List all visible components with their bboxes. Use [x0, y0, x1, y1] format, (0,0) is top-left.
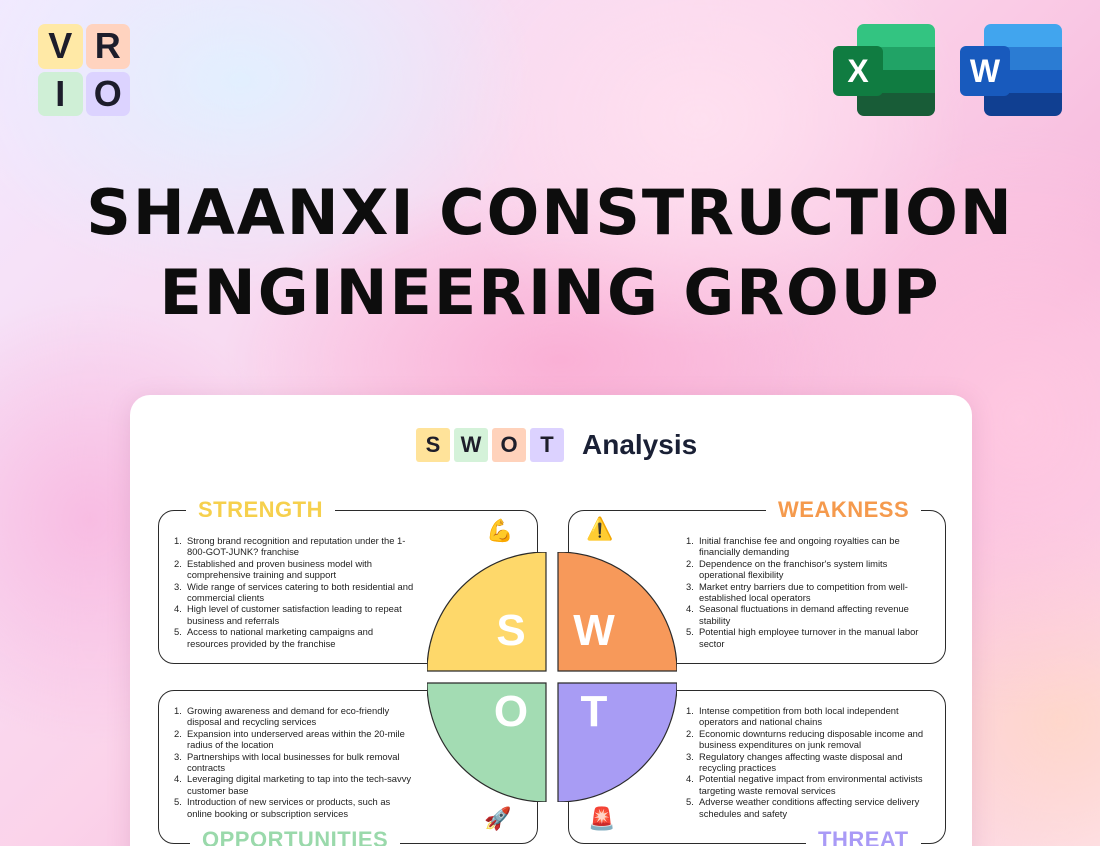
list-item: 4. High level of customer satisfaction leading to repeat business and referrals: [174, 603, 402, 626]
page-title-line-2: ENGINEERING GROUP: [159, 256, 941, 329]
excel-badge: X: [833, 46, 883, 96]
list-item: 4. Potential negative impact from environmental activists targeting waste removal services: [686, 773, 923, 796]
swot-circle: [427, 552, 677, 802]
swot-circle-s: S: [496, 606, 526, 655]
list-item: 5. Potential high employee turnover in the manual labor sector: [686, 626, 919, 649]
list-item: 1. Initial franchise fee and ongoing royalties can be financially demanding: [686, 535, 900, 558]
word-badge: W: [960, 46, 1010, 96]
list-item: 2. Expansion into underserved areas within the 20-mile radius of the location: [174, 727, 405, 751]
swot-header-t: T: [530, 428, 564, 462]
word-icon: [960, 24, 1062, 116]
logo-letter-i: I: [38, 72, 83, 117]
swot-header-s: S: [416, 428, 450, 462]
swot-circle-t-quadrant: [558, 683, 677, 802]
weakness-title: WEAKNESS: [766, 497, 921, 523]
list-item: 2. Dependence on the franchisor's system limits operational flexibility: [686, 557, 888, 581]
swot-circle-s-quadrant: [427, 552, 546, 671]
siren-icon: 🚨: [588, 806, 616, 831]
weakness-list: [686, 535, 926, 649]
page-title-line-1: SHAANXI CONSTRUCTION: [86, 176, 1014, 249]
list-item: 4. Seasonal fluctuations in demand affecting revenue stability: [686, 603, 909, 626]
list-item: 1. Intense competition from both local independent operators and national chains: [686, 705, 899, 728]
logo-letter-v: V: [38, 24, 83, 69]
swot-header: [416, 428, 697, 462]
warning-icon: ⚠️: [586, 516, 614, 541]
swot-header-o: O: [492, 428, 526, 462]
swot-circle-o-quadrant: [427, 683, 546, 802]
list-item: 3. Partnerships with local businesses for bulk removal contracts: [174, 750, 400, 774]
swot-circle-w: W: [573, 606, 615, 655]
strength-title: STRENGTH: [186, 497, 335, 523]
list-item: 4. Leveraging digital marketing to tap into the tech-savvy customer base: [174, 773, 412, 796]
list-item: 3. Regulatory changes affecting waste disposal and recycling practices: [686, 750, 903, 774]
list-item: 3. Wide range of services catering to both residential and commercial clients: [174, 580, 414, 604]
threat-title: THREAT: [806, 827, 921, 846]
flexed-biceps-icon: 💪: [486, 518, 514, 543]
list-item: 1. Strong brand recognition and reputation under the 1-800-GOT-JUNK? franchise: [174, 535, 406, 558]
list-item: 1. Growing awareness and demand for eco-friendly disposal and recycling services: [174, 705, 390, 728]
threat-list: [686, 705, 926, 819]
excel-icon: [833, 24, 935, 116]
list-item: 3. Market entry barriers due to competition from well-established local operators: [686, 580, 908, 604]
list-item: 5. Introduction of new services or products, such as online booking or subscription services: [174, 796, 391, 819]
vrio-logo: [38, 24, 130, 116]
list-item: 2. Economic downturns reducing disposable income and business expenditures on junk removal: [686, 727, 924, 751]
swot-header-w: W: [454, 428, 488, 462]
swot-header-analysis: Analysis: [582, 429, 698, 460]
list-item: 2. Established and proven business model with comprehensive training and support: [174, 557, 373, 581]
opportunities-list: [174, 705, 414, 819]
swot-circle-t: T: [580, 687, 608, 736]
swot-card: [130, 395, 972, 846]
opportunities-title: OPPORTUNITIES: [190, 827, 400, 846]
logo-letter-o: O: [86, 72, 131, 117]
logo-letter-r: R: [86, 24, 131, 69]
list-item: 5. Adverse weather conditions affecting service delivery schedules and safety: [686, 796, 920, 819]
strength-list: [174, 535, 414, 649]
rocket-icon: 🚀: [484, 806, 512, 831]
swot-circle-o: O: [493, 687, 529, 736]
list-item: 5. Access to national marketing campaigns and resources provided by the franchise: [174, 626, 374, 649]
